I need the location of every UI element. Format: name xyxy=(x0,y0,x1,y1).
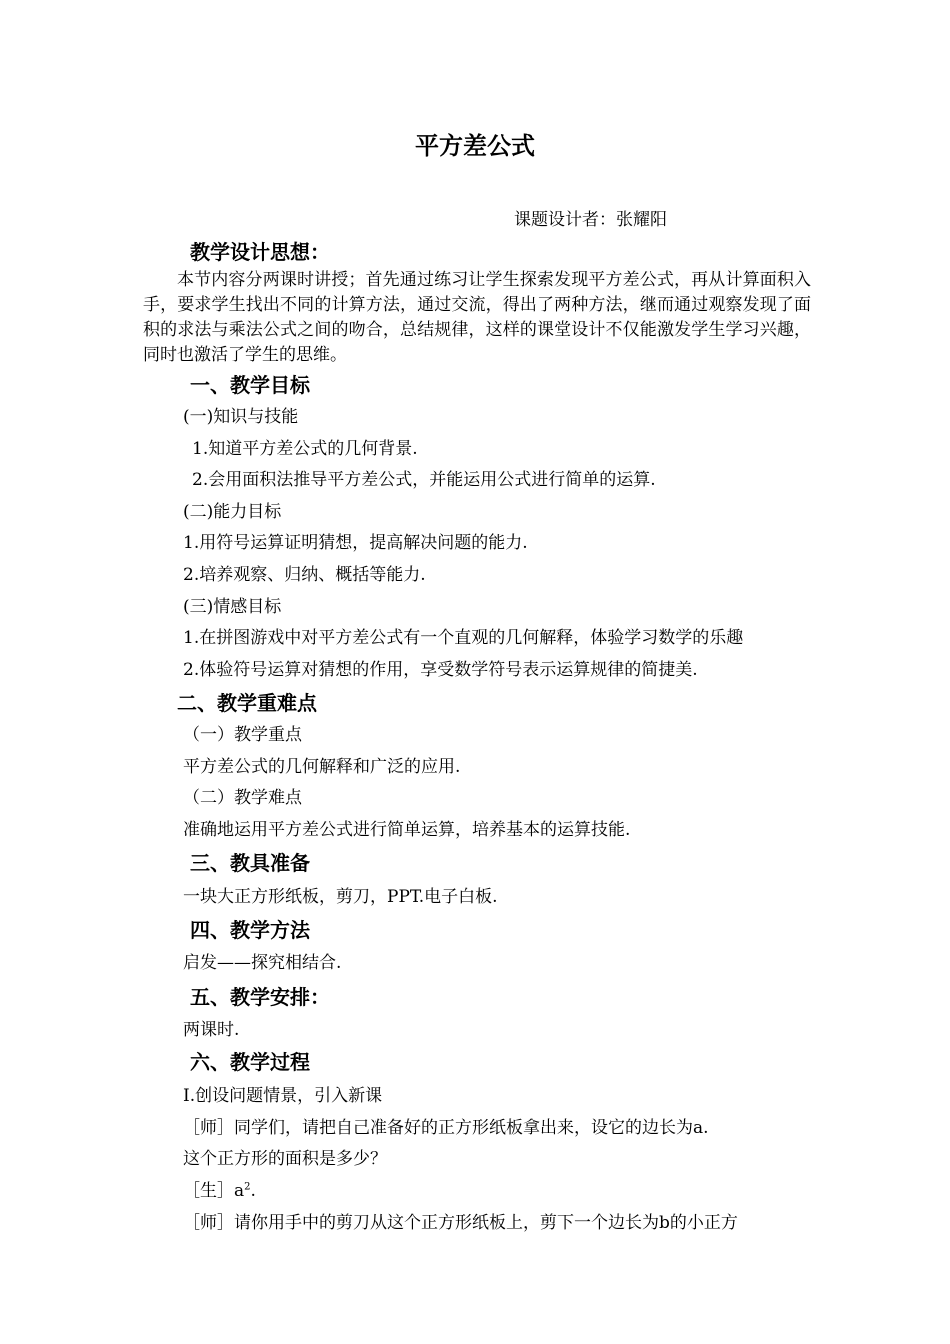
section-1-sub-3: (三)情感目标 xyxy=(183,597,282,617)
section-1-sub-1-item-2: 2.会用面积法推导平方差公式，并能运用公式进行简单的运算. xyxy=(192,470,656,490)
section-1-heading: 一、教学目标 xyxy=(190,373,310,397)
section-3-text: 一块大正方形纸板，剪刀，PPT.电子白板. xyxy=(183,887,498,907)
section-1-sub-3-item-1: 1.在拼图游戏中对平方差公式有一个直观的几何解释，体验学习数学的乐趣 xyxy=(183,628,744,648)
section-1-sub-1: (一)知识与技能 xyxy=(183,407,299,427)
idea-paragraph: 本节内容分两课时讲授；首先通过练习让学生探索发现平方差公式，再从计算面积入手，要求学生找出不同的计算方法，通过交流，得出了两种方法，继而通过观察发现了面积的求法与乘法公式之间的吻合，总结规律，这样的课堂设计不仅能激发学生学习兴趣，同时也激活了学生的思维。 xyxy=(143,270,811,365)
section-1-sub-2-item-1: 1.用符号运算证明猜想，提高解决问题的能力. xyxy=(183,533,528,553)
section-5-text: 两课时. xyxy=(183,1020,240,1040)
section-1-sub-2-item-2: 2.培养观察、归纳、概括等能力. xyxy=(183,565,426,585)
section-5-heading: 五、教学安排： xyxy=(190,985,330,1009)
section-4-heading: 四、教学方法 xyxy=(190,918,310,942)
section-3-heading: 三、教具准备 xyxy=(190,851,310,875)
section-1-sub-1-item-1: 1.知道平方差公式的几何背景. xyxy=(192,439,418,459)
section-1-sub-2: (二)能力目标 xyxy=(183,502,282,522)
document-title: 平方差公式 xyxy=(415,132,535,160)
section-6-line-4: ［师］请你用手中的剪刀从这个正方形纸板上，剪下一个边长为b的小正方 xyxy=(183,1213,738,1233)
section-6-line-3 xyxy=(183,1176,256,1201)
line-3-suffix: . xyxy=(250,1181,256,1201)
section-2-heading: 二、教学重难点 xyxy=(177,691,317,715)
designer-line: 课题设计者：张耀阳 xyxy=(514,210,667,230)
section-2-sub-2-text: 准确地运用平方差公式进行简单运算，培养基本的运算技能. xyxy=(183,820,631,840)
section-6-line-1: ［师］同学们，请把自己准备好的正方形纸板拿出来，设它的边长为a. xyxy=(183,1118,709,1138)
section-1-sub-3-item-2: 2.体验符号运算对猜想的作用，享受数学符号表示运算规律的简捷美. xyxy=(183,660,698,680)
section-2-sub-1-text: 平方差公式的几何解释和广泛的应用. xyxy=(183,757,461,777)
line-3-exponent: 2 xyxy=(244,1181,251,1193)
section-6-line-2: 这个正方形的面积是多少？ xyxy=(183,1149,387,1169)
line-3-prefix: ［生］a xyxy=(183,1181,245,1201)
idea-heading: 教学设计思想： xyxy=(190,240,330,264)
section-2-sub-1: （一）教学重点 xyxy=(183,725,302,745)
section-6-step-1: Ⅰ.创设问题情景，引入新课 xyxy=(183,1086,383,1106)
section-2-sub-2: （二）教学难点 xyxy=(183,788,302,808)
section-6-heading: 六、教学过程 xyxy=(190,1050,310,1074)
section-4-text: 启发——探究相结合. xyxy=(183,953,342,973)
